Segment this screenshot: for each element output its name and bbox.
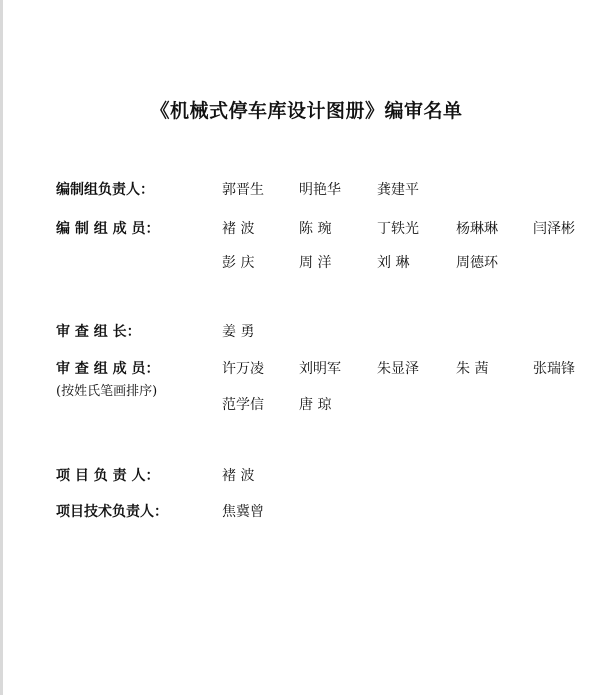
document-title: 《机械式停车库设计图册》编审名单 — [150, 100, 463, 122]
label-sort-note: (按姓氏笔画排序) — [56, 384, 158, 399]
label-compilation-members: 编 制 组 成 员： — [56, 221, 160, 237]
compilation-leader-name: 龚建平 — [377, 182, 419, 198]
compilation-member-name: 杨琳琳 — [456, 221, 498, 237]
review-member-name: 许万凌 — [222, 361, 264, 377]
label-project-leader: 项 目 负 责 人： — [56, 468, 160, 484]
compilation-member-name: 彭 庆 — [222, 255, 255, 271]
review-member-name: 朱 茜 — [456, 361, 489, 377]
project-leader-name: 褚 波 — [222, 468, 255, 484]
label-technical-leader: 项目技术负责人： — [56, 504, 168, 520]
label-review-members: 审 查 组 成 员： — [56, 361, 160, 377]
label-review-leader: 审 查 组 长： — [56, 324, 141, 340]
technical-leader-name: 焦冀曾 — [222, 504, 264, 520]
compilation-member-name: 周 洋 — [299, 255, 332, 271]
label-compilation-leader: 编制组负责人： — [56, 182, 154, 198]
compilation-member-name: 丁轶光 — [377, 221, 419, 237]
review-member-name: 刘明军 — [299, 361, 341, 377]
compilation-member-name: 陈 琬 — [299, 221, 332, 237]
review-member-name: 范学信 — [222, 397, 264, 413]
compilation-leader-name: 郭晋生 — [222, 182, 264, 198]
compilation-member-name: 周德环 — [456, 255, 498, 271]
review-leader-name: 姜 勇 — [222, 324, 255, 340]
review-member-name: 张瑞锋 — [533, 361, 575, 377]
compilation-member-name: 刘 琳 — [377, 255, 410, 271]
compilation-member-name: 闫泽彬 — [533, 221, 575, 237]
review-member-name: 唐 琼 — [299, 397, 332, 413]
compilation-leader-name: 明艳华 — [299, 182, 341, 198]
review-member-name: 朱显泽 — [377, 361, 419, 377]
compilation-member-name: 褚 波 — [222, 221, 255, 237]
